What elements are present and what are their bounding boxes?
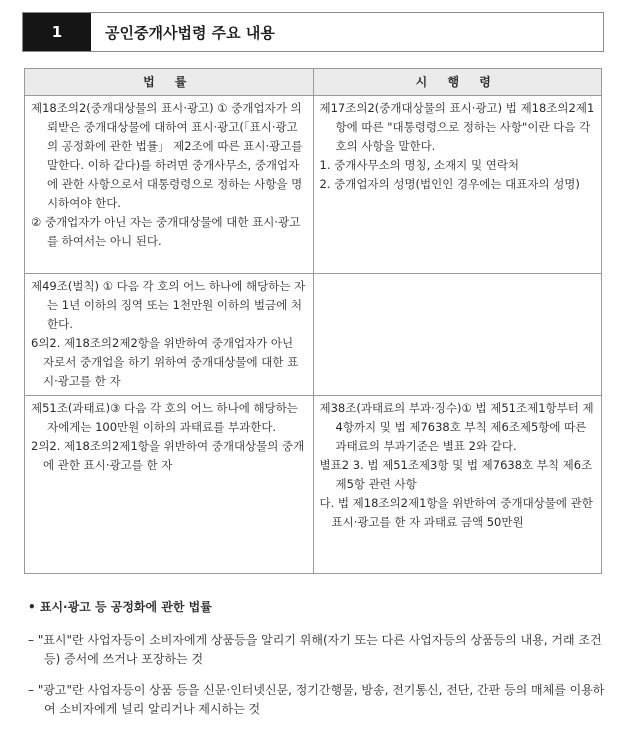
table-row: [25, 396, 602, 574]
column-header-law: 법 률: [25, 69, 314, 96]
law-text: 2의2. 제18조의2제1항을 위반하여 중개대상물의 중개에 관한 표시·광고를 한 자: [31, 439, 305, 472]
notes-section: [28, 598, 608, 731]
law-cell: [25, 96, 314, 274]
decree-text: 제17조의2(중개대상물의 표시·광고) 법 제18조의2제1항에 따른 "대통령령으로 정하는 사항"이란 다음 각 호의 사항을 말한다.: [319, 101, 595, 153]
law-comparison-table: [24, 68, 602, 574]
law-text: 제49조(벌칙) ① 다음 각 호의 어느 하나에 해당하는 자는 1년 이하의 징역 또는 1천만원 이하의 벌금에 처한다.: [31, 279, 306, 331]
decree-cell: [313, 96, 602, 274]
section-number: 1: [23, 13, 91, 51]
decree-cell: [313, 396, 602, 574]
note-item: – "표시"란 사업자등이 소비자에게 상품등을 알리기 위해(자기 또는 다른 사업자등의 상품등의 내용, 거래 조건 등) 증서에 쓰거나 포장하는 것: [28, 633, 602, 666]
law-text: ② 중개업자가 아닌 자는 중개대상물에 대한 표시·광고를 하여서는 아니 된다.: [31, 215, 301, 248]
table-row: [25, 96, 602, 274]
note-item: – "광고"란 사업자등이 상품 등을 신문·인터넷신문, 정기간행물, 방송, 전기통신, 전단, 간판 등의 매체를 이용하여 소비자에게 널리 알리거나 제시하는 것: [28, 683, 605, 716]
notes-title: • 표시·광고 등 공정화에 관한 법률: [28, 600, 212, 614]
decree-text: 별표2 3. 법 제51조제3항 및 법 제7638호 부칙 제6조제5항 관련 사항: [319, 458, 593, 491]
table-row: [25, 274, 602, 396]
decree-text: 다. 법 제18조의2제1항을 위반하여 중개대상물에 관한 표시·광고를 한 자 과태료 금액 50만원: [319, 496, 593, 529]
column-header-decree: 시 행 령: [313, 69, 602, 96]
decree-cell: [313, 274, 602, 396]
law-text: 제51조(과태료)③ 다음 각 호의 어느 하나에 해당하는 자에게는 100만원 이하의 과태료를 부과한다.: [31, 401, 298, 434]
law-cell: [25, 274, 314, 396]
law-cell: [25, 396, 314, 574]
decree-text: 1. 중개사무소의 명칭, 소재지 및 연락처: [319, 158, 520, 172]
section-header: [22, 12, 604, 52]
decree-text: 제38조(과태료의 부과·징수)① 법 제51조제1항부터 제4항까지 및 법 제7638호 부칙 제6조제5항에 따른 과태료의 부과기준은 별표 2와 같다.: [319, 401, 594, 453]
law-text: 제18조의2(중개대상물의 표시·광고) ① 중개업자가 의뢰받은 중개대상물에 대하여 표시·광고(「표시·광고의 공정화에 관한 법률」 제2조에 따른 표시·광고를 말한다. 이하 같다)를 하려면 중개사무소, 중개업자에 관한 사항으로서 대통령령으로 정하는 사항을 명시하여야 한다.: [31, 101, 303, 210]
law-text: 6의2. 제18조의2제2항을 위반하여 중개업자가 아닌 자로서 중개업을 하기 위하여 중개대상물에 대한 표시·광고를 한 자: [31, 336, 299, 388]
section-title: 공인중개사법령 주요 내용: [105, 23, 275, 42]
decree-text: 2. 중개업자의 성명(법인인 경우에는 대표자의 성명): [319, 177, 580, 191]
